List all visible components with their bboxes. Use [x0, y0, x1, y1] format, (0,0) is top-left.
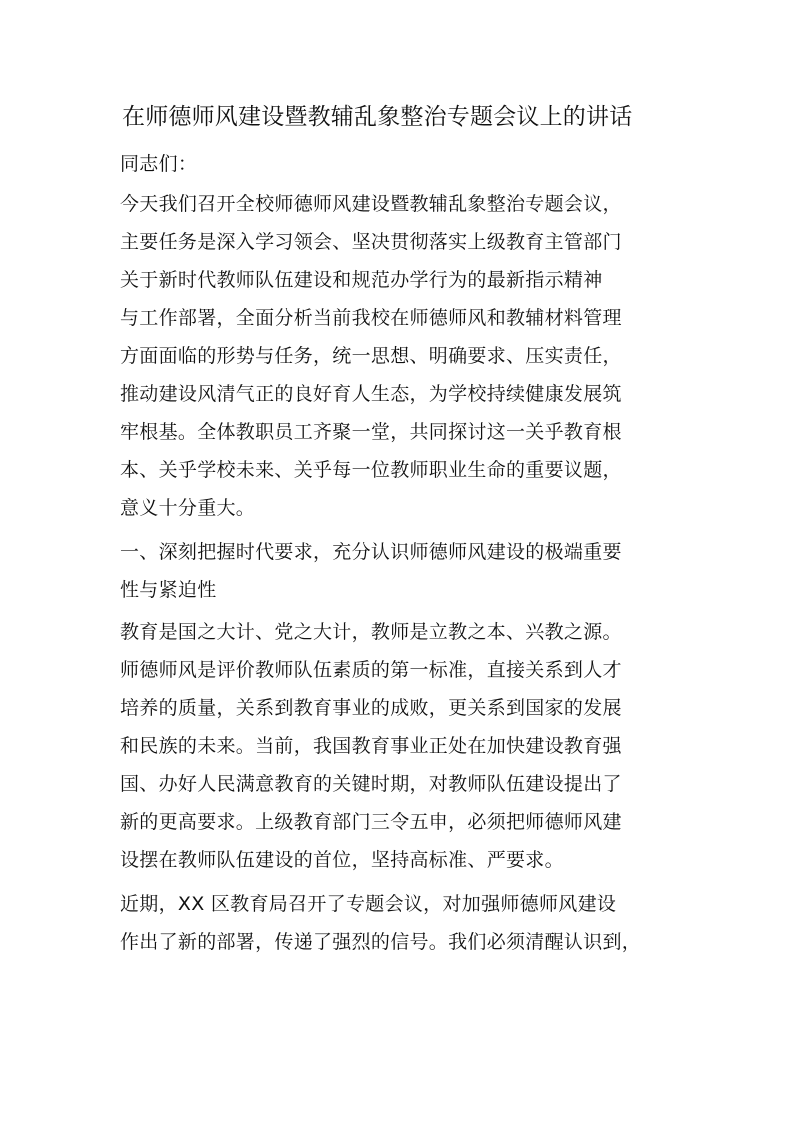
- intro-line: 主要任务是深入学习领会、坚决贯彻落实上级教育主管部门: [120, 231, 622, 253]
- paragraph-line: 新的更高要求。上级教育部门三令五申，必须把师德师风建: [120, 811, 622, 833]
- intro-line: 本、关乎学校未来、关乎每一位教师职业生命的重要议题，: [120, 459, 622, 481]
- intro-line: 方面面临的形势与任务，统一思想、明确要求、压实责任，: [120, 345, 622, 367]
- paragraph-line: 和民族的未来。当前，我国教育事业正处在加快建设教育强: [120, 735, 622, 757]
- intro-line: 与工作部署，全面分析当前我校在师德师风和教辅材料管理: [120, 307, 622, 329]
- paragraph-line: 师德师风是评价教师队伍素质的第一标准，直接关系到人才: [120, 659, 622, 681]
- paragraph-line: 近期，XX 区教育局召开了专题会议，对加强师德师风建设: [120, 893, 617, 915]
- intro-line: 关于新时代教师队伍建设和规范办学行为的最新指示精神: [120, 269, 603, 291]
- paragraph-line: 培养的质量，关系到教育事业的成败，更关系到国家的发展: [120, 697, 622, 719]
- document-title: 在师德师风建设暨教辅乱象整治专题会议上的讲话: [122, 104, 633, 130]
- intro-line: 今天我们召开全校师德师风建设暨教辅乱象整治专题会议，: [120, 193, 622, 215]
- salutation: 同志们：: [120, 153, 198, 175]
- paragraph-line: 设摆在教师队伍建设的首位，坚持高标准、严要求。: [120, 849, 564, 871]
- paragraph-line: 国、办好人民满意教育的关键时期，对教师队伍建设提出了: [120, 773, 622, 795]
- intro-line: 推动建设风清气正的良好育人生态，为学校持续健康发展筑: [120, 383, 622, 405]
- paragraph-line: 作出了新的部署，传递了强烈的信号。我们必须清醒认识到，: [120, 931, 642, 953]
- intro-line: 牢根基。全体教职员工齐聚一堂，共同探讨这一关乎教育根: [120, 421, 622, 443]
- intro-line: 意义十分重大。: [120, 497, 256, 519]
- paragraph-line: 教育是国之大计、党之大计，教师是立教之本、兴教之源。: [120, 621, 622, 643]
- section-heading: 性与紧迫性: [120, 579, 217, 601]
- section-heading: 一、深刻把握时代要求，充分认识师德师风建设的极端重要: [120, 541, 622, 563]
